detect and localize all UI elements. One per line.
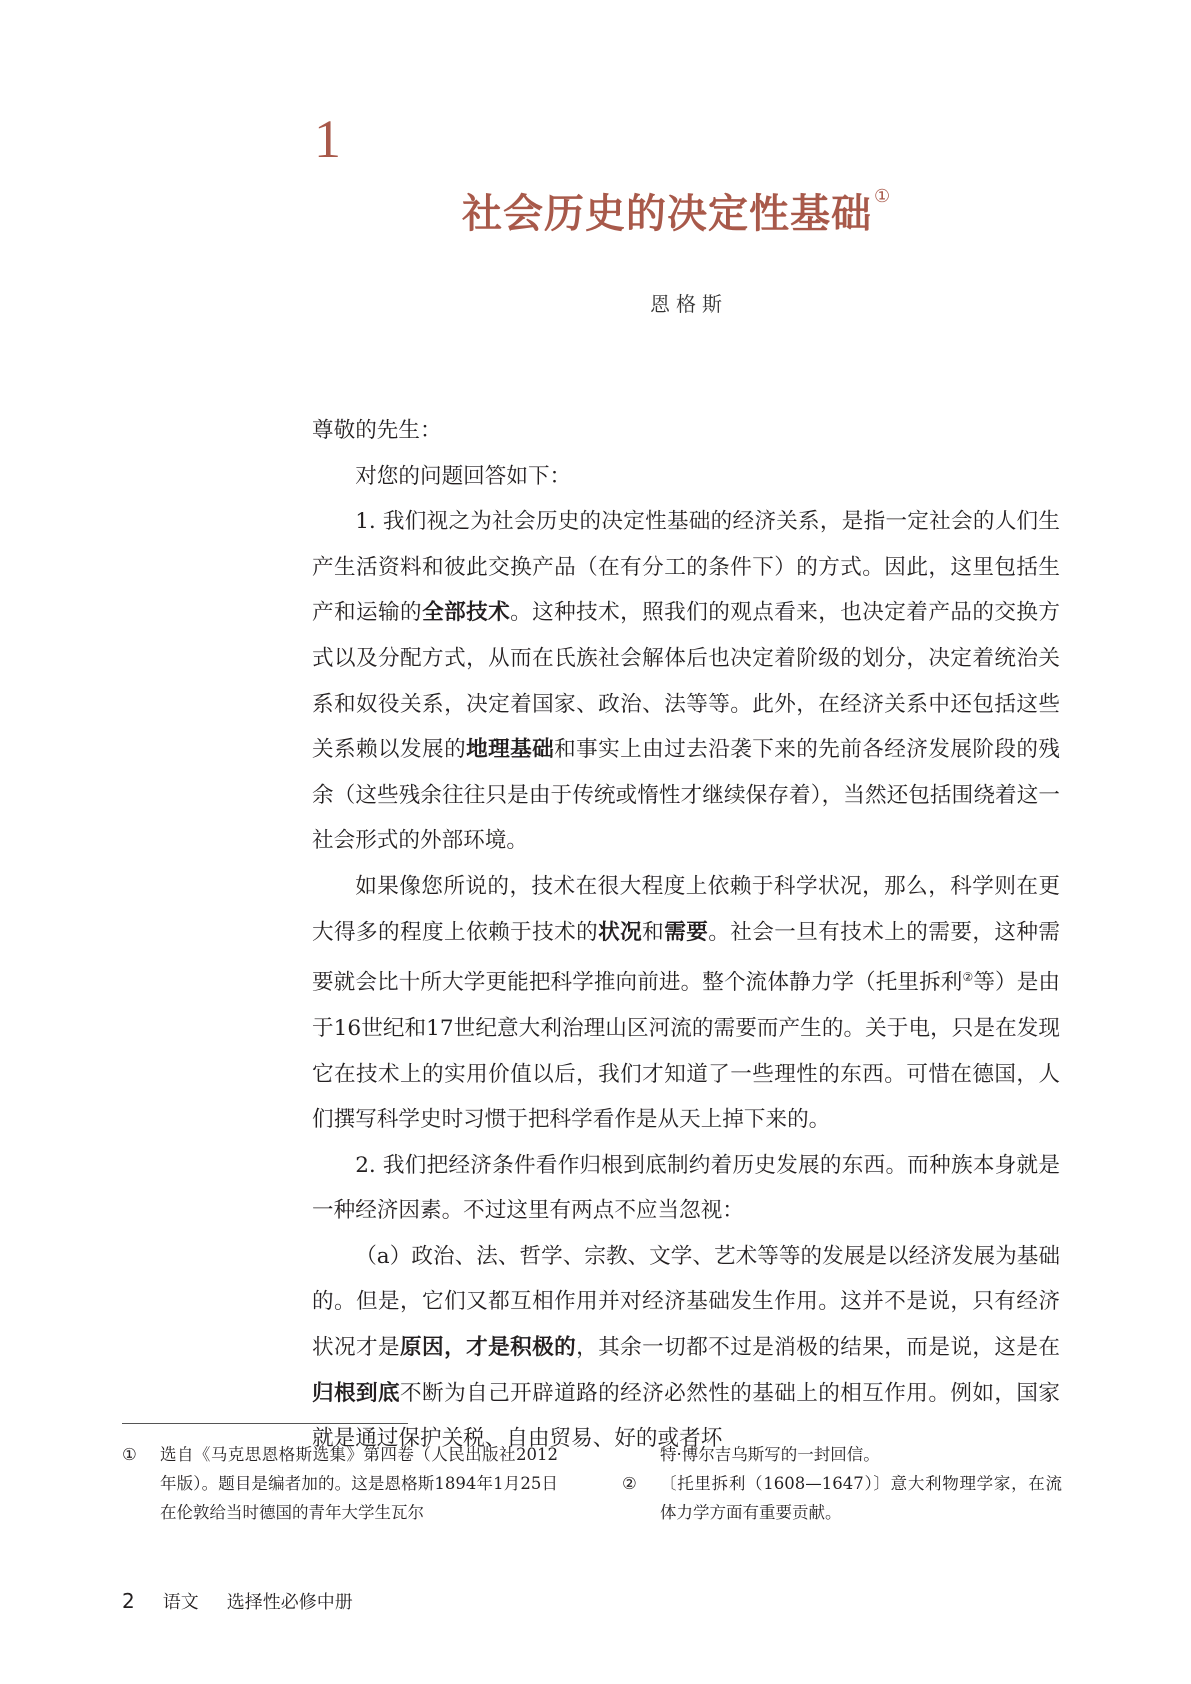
- p2-text-c: 。社会一旦有技术上的需要，这种需要就会比十所大学更能把科学推向前进。整个流体静力学（托里拆利: [312, 919, 1060, 996]
- p4-text-d: 不断为自己开辟道路的经济必然性的基础上的相互作用。例如，国家就是通过保护关税、自由贸易、好的或者坏: [312, 1380, 1060, 1452]
- p1-emphasis-1: 全部技术: [422, 600, 511, 626]
- p1-text-d: 和事实上由过去沿袭下来的先前各经济发展阶段的残余（这些残余往往只是由于传统或惰性才继续保存着），当然还包括围绕着这一社会形式的外部环境。: [312, 737, 1060, 854]
- p2-emphasis-2: 需要: [664, 919, 709, 945]
- p4-emphasis-1: 原因，才是积极的: [400, 1335, 577, 1361]
- p2-text-d: 等）是由于16世纪和17世纪意大利治理山区河流的需要而产生的。关于电，只是在发现它在技术上的实用价值以后，我们才知道了一些理性的东西。可惜在德国，人们撰写科学史时习惯于把科学看作是从天上掉下来的。: [312, 970, 1060, 1133]
- footnote-divider: [122, 1423, 408, 1424]
- p4-text-a: （a）政治、法、哲学、宗教、文学、艺术等等的发展是以经济发展为基础的。但是，它们又都互相作用并对经济基础发生作用。这并不是说，只有经济状况才是: [312, 1243, 1060, 1361]
- chapter-number: 1: [314, 109, 341, 169]
- footer-subject: 语文: [162, 1592, 199, 1613]
- title-text: 社会历史的决定性基础: [462, 191, 872, 237]
- title-footnote-mark[interactable]: ①: [874, 186, 892, 207]
- author-name: 恩格斯: [650, 292, 728, 316]
- footnote-1-continued: 特·博尔吉乌斯写的一封回信。: [660, 1445, 880, 1464]
- p1-text-a: 1. 我们视之为社会历史的决定性基础的经济关系，是指一定社会的人们生产生活资料和彼此交换产品（在有分工的条件下）的方式。因此，这里包括生产和运输的: [312, 509, 1060, 626]
- p1-text-c: 。这种技术，照我们的观点看来，也决定着产品的交换方式以及分配方式，从而在氏族社会解体后也决定着阶级的划分，决定着统治关系和奴役关系，决定着国家、政治、法等等。此外，在经济关系中还包括这些关系赖以发展的: [312, 600, 1060, 763]
- footnote-2-text: 〔托里拆利（1608—1647）〕意大利物理学家，在流体力学方面有重要贡献。: [660, 1474, 1062, 1522]
- p2-emphasis-1: 状况: [598, 919, 643, 945]
- page-footer: [122, 1588, 353, 1614]
- p4-emphasis-2: 归根到底: [312, 1380, 401, 1406]
- p1-emphasis-2: 地理基础: [466, 737, 555, 763]
- p4-text-c: ，其余一切都不过是消极的结果，而是说，这是在: [576, 1335, 1060, 1361]
- footnote-1-mark: ①: [122, 1445, 137, 1464]
- footnotes-left-column: [122, 1440, 558, 1527]
- salutation: 尊敬的先生：: [312, 418, 442, 443]
- paragraph-4: [312, 1234, 1060, 1462]
- p2-text-a: 如果像您所说的，技术在很大程度上依赖于科学状况，那么，科学则在更大得多的程度上依赖于技术的: [312, 873, 1060, 945]
- article-title: [462, 186, 892, 237]
- footer-book-title: 选择性必修中册: [226, 1592, 353, 1613]
- footnote-1-text: 选自《马克思恩格斯选集》第四卷（人民出版社2012年版）。题目是编者加的。这是恩格斯1894年1月25日在伦敦给当时德国的青年大学生瓦尔: [160, 1445, 558, 1522]
- paragraph-1: [312, 499, 1060, 864]
- footnotes-right-column: [622, 1440, 1062, 1527]
- p2-text-mid: 和: [642, 919, 665, 945]
- footnote-2-mark: ②: [622, 1474, 637, 1493]
- article-body: [312, 408, 1060, 1462]
- p2-footnote-mark[interactable]: ②: [962, 970, 974, 985]
- paragraph-2: [312, 864, 1060, 1143]
- intro-line: 对您的问题回答如下：: [355, 463, 572, 489]
- footnote-2: [622, 1469, 1062, 1527]
- page-number: 2: [122, 1589, 135, 1613]
- footnote-1: [122, 1440, 558, 1527]
- paragraph-3: 2. 我们把经济条件看作归根到底制约着历史发展的东西。而种族本身就是一种经济因素。不过这里有两点不应当忽视：: [312, 1152, 1060, 1224]
